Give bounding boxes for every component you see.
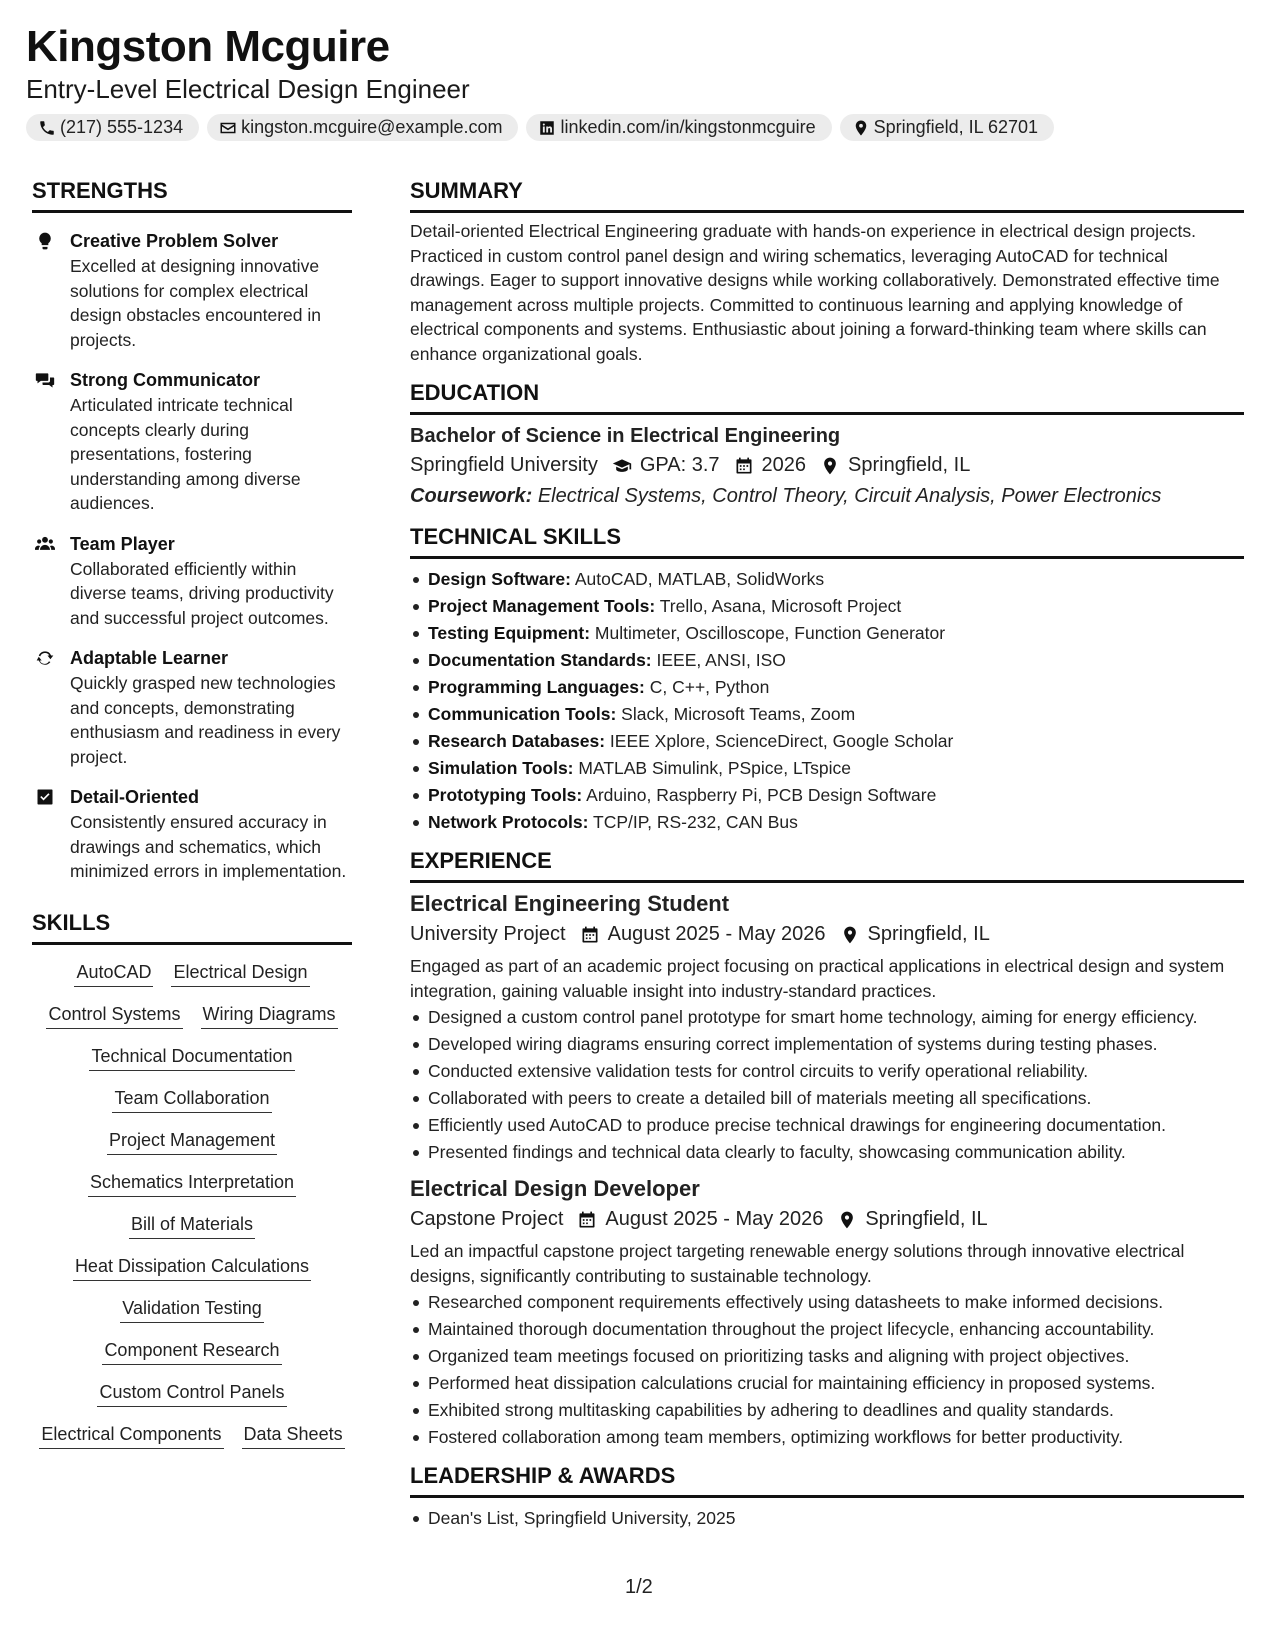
list-item: Dean's List, Springfield University, 2025 — [410, 1506, 1244, 1530]
list-item — [410, 648, 1244, 672]
tech-skill-value: Trello, Asana, Microsoft Project — [659, 596, 902, 616]
tech-skill-value: C, C++, Python — [649, 677, 770, 697]
graduation-cap-icon — [612, 456, 632, 476]
contact-email[interactable] — [207, 114, 518, 141]
job-location: Springfield, IL — [865, 1208, 988, 1230]
strength-title: Team Player — [70, 533, 175, 554]
job-meta — [410, 1208, 1244, 1231]
list-item: Designed a custom control panel prototype for smart home technology, aiming for energy efficiency. — [410, 1005, 1244, 1029]
skill-tag: AutoCAD — [74, 961, 153, 987]
experience-heading: EXPERIENCE — [410, 848, 1244, 883]
check-square-icon — [35, 787, 55, 807]
list-item: Conducted extensive validation tests for control circuits to verify operational reliability. — [410, 1059, 1244, 1083]
contact-location-text: Springfield, IL 62701 — [873, 117, 1039, 137]
degree-title: Bachelor of Science in Electrical Engineering — [410, 425, 841, 447]
strength-description: Consistently ensured accuracy in drawings and schematics, which minimized errors in implementation. — [70, 812, 347, 881]
tech-skill-label: Network Protocols: — [428, 812, 589, 832]
map-marker-icon — [820, 456, 840, 476]
job-entry — [410, 1176, 1244, 1449]
list-item: Presented findings and technical data clearly to faculty, showcasing communication ability. — [410, 1140, 1244, 1164]
skill-tag: Bill of Materials — [129, 1213, 255, 1239]
skill-tag: Electrical Components — [39, 1423, 223, 1449]
strength-description: Collaborated efficiently within diverse teams, driving productivity and successful project outcomes. — [70, 558, 334, 628]
tech-skill-label: Communication Tools: — [428, 704, 617, 724]
list-item — [410, 594, 1244, 618]
school-name: Springfield University — [410, 454, 598, 476]
tech-skill-value: Multimeter, Oscilloscope, Function Generator — [594, 623, 946, 643]
tech-skill-label: Project Management Tools: — [428, 596, 656, 616]
skill-tag: Project Management — [107, 1129, 277, 1155]
calendar-icon — [577, 1210, 597, 1230]
tech-skill-label: Testing Equipment: — [428, 623, 591, 643]
strength-item — [32, 785, 352, 884]
leadership-list — [410, 1506, 1244, 1530]
lightbulb-icon — [35, 231, 55, 251]
list-item — [410, 810, 1244, 834]
skills-heading: SKILLS — [32, 910, 352, 945]
contact-bar — [26, 114, 1054, 141]
summary-heading: SUMMARY — [410, 178, 1244, 213]
strengths-heading: STRENGTHS — [32, 178, 352, 213]
skill-tag: Wiring Diagrams — [201, 1003, 338, 1029]
tech-skill-value: IEEE Xplore, ScienceDirect, Google Scholar — [609, 731, 954, 751]
tech-skill-label: Research Databases: — [428, 731, 606, 751]
comments-icon — [35, 370, 55, 390]
list-item: Fostered collaboration among team members, optimizing workflows for better productivity. — [410, 1425, 1244, 1449]
coursework-list: Electrical Systems, Control Theory, Circuit Analysis, Power Electronics — [537, 485, 1162, 507]
contact-phone[interactable] — [26, 114, 199, 141]
list-item — [410, 621, 1244, 645]
tech-skill-value: AutoCAD, MATLAB, SolidWorks — [574, 569, 825, 589]
skill-tag: Data Sheets — [242, 1423, 345, 1449]
strength-title: Strong Communicator — [70, 370, 261, 390]
map-marker-icon — [837, 1210, 857, 1230]
tech-skill-value: MATLAB Simulink, PSpice, LTspice — [578, 758, 852, 778]
job-bullets — [410, 1005, 1244, 1164]
job-org: Capstone Project — [410, 1208, 564, 1230]
tech-skill-value: Arduino, Raspberry Pi, PCB Design Software — [586, 785, 937, 805]
leadership-heading: LEADERSHIP & AWARDS — [410, 1463, 1244, 1498]
strength-title: Creative Problem Solver — [70, 231, 279, 251]
skills-list — [32, 961, 352, 1449]
skill-tag: Schematics Interpretation — [88, 1171, 296, 1197]
calendar-icon — [734, 456, 754, 476]
envelope-icon — [219, 119, 237, 137]
contact-location — [840, 114, 1054, 141]
strength-description: Excelled at designing innovative solutions for complex electrical design obstacles encountered in projects. — [70, 256, 322, 350]
tech-skill-label: Design Software: — [428, 569, 571, 589]
page-number: 1/2 — [625, 1576, 653, 1598]
skill-tag: Team Collaboration — [112, 1087, 271, 1113]
technical-skills-list — [410, 567, 1244, 834]
job-intro: Led an impactful capstone project targeting renewable energy solutions through innovative electrical designs, significantly contributing to sustainable technology. — [410, 1241, 1185, 1286]
right-column — [410, 178, 1244, 1533]
contact-phone-text: (217) 555-1234 — [60, 117, 184, 137]
education-heading: EDUCATION — [410, 380, 1244, 415]
contact-email-text: kingston.mcguire@example.com — [241, 117, 503, 137]
candidate-title: Entry-Level Electrical Design Engineer — [26, 74, 470, 104]
strength-title: Detail-Oriented — [70, 787, 200, 807]
job-title: Electrical Engineering Student — [410, 891, 730, 916]
phone-icon — [38, 119, 56, 137]
linkedin-icon — [538, 119, 556, 137]
tech-skill-value: IEEE, ANSI, ISO — [656, 650, 786, 670]
left-column — [32, 178, 352, 1449]
job-bullets — [410, 1290, 1244, 1449]
tech-skill-label: Prototyping Tools: — [428, 785, 583, 805]
skill-tag: Control Systems — [46, 1003, 182, 1029]
strength-item — [32, 646, 352, 769]
education-meta — [410, 454, 1244, 477]
tech-skill-label: Documentation Standards: — [428, 650, 652, 670]
coursework-label: Coursework: — [410, 485, 533, 507]
job-entry — [410, 891, 1244, 1164]
skill-tag: Heat Dissipation Calculations — [73, 1255, 311, 1281]
school-location: Springfield, IL — [848, 454, 971, 476]
tech-skill-label: Simulation Tools: — [428, 758, 574, 778]
coursework — [410, 485, 1244, 508]
job-meta — [410, 923, 1244, 946]
tech-skill-value: TCP/IP, RS-232, CAN Bus — [593, 812, 798, 832]
job-location: Springfield, IL — [867, 923, 990, 945]
list-item: Efficiently used AutoCAD to produce precise technical drawings for engineering documentation. — [410, 1113, 1244, 1137]
list-item: Performed heat dissipation calculations crucial for maintaining efficiency in proposed systems. — [410, 1371, 1244, 1395]
skill-tag: Component Research — [102, 1339, 281, 1365]
list-item: Exhibited strong multitasking capabilities by adhering to deadlines and quality standards. — [410, 1398, 1244, 1422]
job-org: University Project — [410, 923, 566, 945]
list-item — [410, 783, 1244, 807]
strength-item — [32, 368, 352, 516]
contact-linkedin-text: linkedin.com/in/kingstonmcguire — [560, 117, 816, 137]
contact-linkedin[interactable] — [526, 114, 831, 141]
users-icon — [35, 534, 55, 554]
job-intro: Engaged as part of an academic project focusing on practical applications in electrical design and system integration, gaining valuable insight into industry-standard practices. — [410, 956, 1225, 1001]
list-item — [410, 702, 1244, 726]
strength-description: Quickly grasped new technologies and concepts, demonstrating enthusiasm and readiness in every project. — [70, 673, 341, 767]
job-title: Electrical Design Developer — [410, 1176, 700, 1201]
skill-tag: Technical Documentation — [89, 1045, 294, 1071]
skill-tag: Validation Testing — [120, 1297, 263, 1323]
list-item: Collaborated with peers to create a detailed bill of materials meeting all specifications. — [410, 1086, 1244, 1110]
list-item: Maintained thorough documentation throughout the project lifecycle, enhancing accountability. — [410, 1317, 1244, 1341]
graduation-year: 2026 — [761, 454, 807, 476]
strength-description: Articulated intricate technical concepts clearly during presentations, fostering understanding among diverse audiences. — [70, 395, 301, 513]
skill-tag: Custom Control Panels — [97, 1381, 286, 1407]
calendar-icon — [580, 925, 600, 945]
summary-text: Detail-oriented Electrical Engineering graduate with hands-on experience in electrical design projects. Practiced in custom control panel design and wiring schematics, leveraging AutoCAD for technical drawings. Eager to support innovative designs while working collaboratively. Demonstrated effective time management across multiple projects. Committed to continuous learning and applying knowledge of electrical components and systems. Enthusiastic about joining a forward-thinking team where skills can enhance organizational goals. — [410, 221, 1220, 364]
list-item — [410, 756, 1244, 780]
strength-item — [32, 229, 352, 352]
gpa: GPA: 3.7 — [639, 454, 720, 476]
list-item — [410, 675, 1244, 699]
strength-item — [32, 532, 352, 631]
tech-skill-value: Slack, Microsoft Teams, Zoom — [621, 704, 856, 724]
list-item: Researched component requirements effectively using datasheets to make informed decisions. — [410, 1290, 1244, 1314]
map-marker-icon — [852, 119, 870, 137]
list-item: Developed wiring diagrams ensuring correct implementation of systems during testing phases. — [410, 1032, 1244, 1056]
candidate-name: Kingston Mcguire — [26, 22, 390, 71]
skill-tag: Electrical Design — [171, 961, 309, 987]
strength-title: Adaptable Learner — [70, 648, 229, 668]
list-item: Organized team meetings focused on prioritizing tasks and aligning with project objectives. — [410, 1344, 1244, 1368]
list-item — [410, 567, 1244, 591]
technical-skills-heading: TECHNICAL SKILLS — [410, 524, 1244, 559]
sync-icon — [35, 648, 55, 668]
list-item — [410, 729, 1244, 753]
tech-skill-label: Programming Languages: — [428, 677, 645, 697]
job-dates: August 2025 - May 2026 — [607, 923, 826, 945]
job-dates: August 2025 - May 2026 — [605, 1208, 824, 1230]
map-marker-icon — [840, 925, 860, 945]
